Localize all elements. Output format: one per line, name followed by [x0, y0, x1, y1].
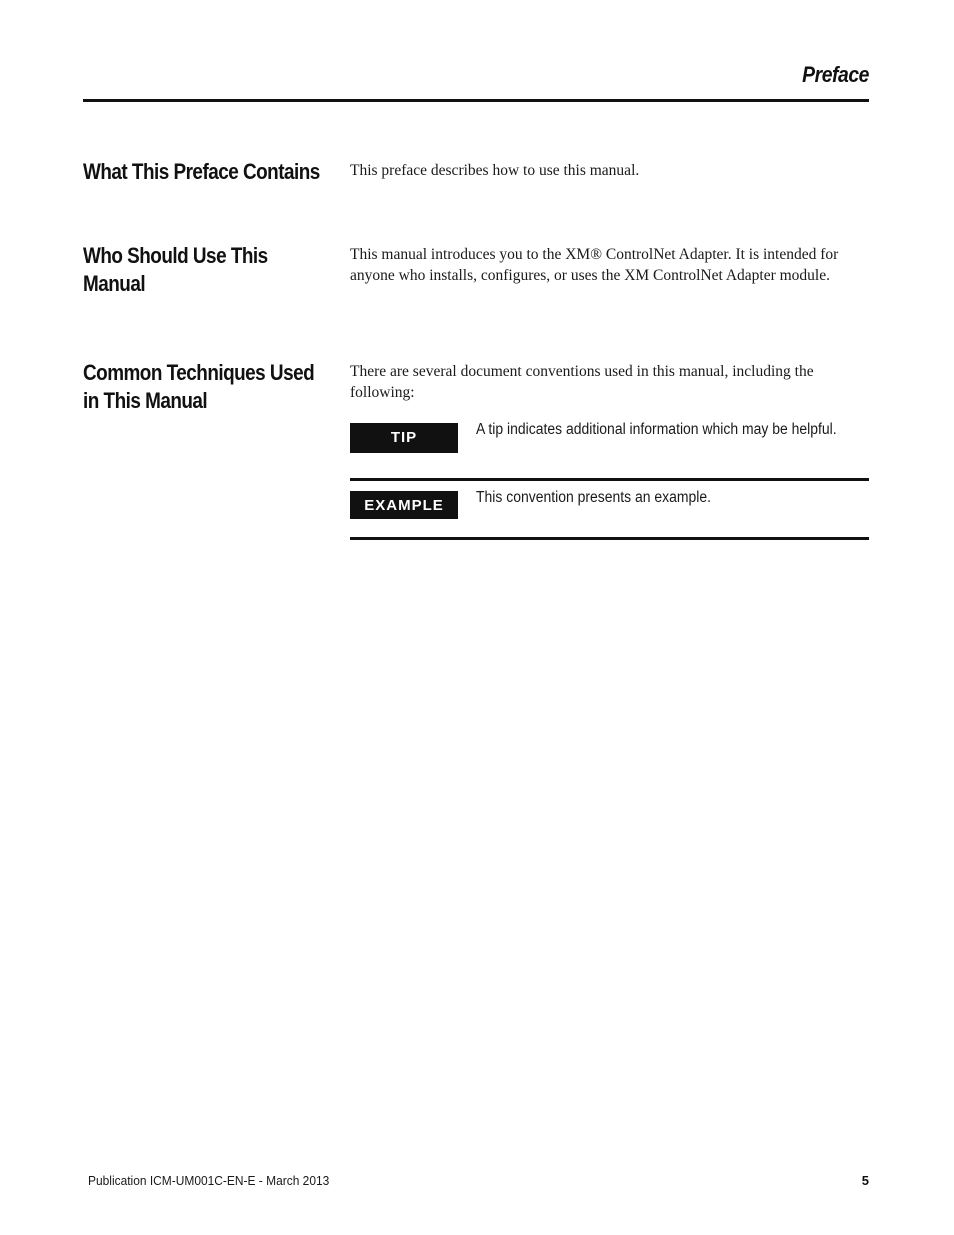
example-text: This convention presents an example.	[476, 489, 711, 506]
section-text-what-this-preface-contains: This preface describes how to use this manual.	[350, 162, 640, 179]
section-heading-who-should-use: Who Should Use This Manual	[83, 243, 268, 296]
section-text-common-techniques: There are several document conventions used in this manual, including the following:	[350, 363, 814, 401]
footer-publication: Publication ICM-UM001C-EN-E - March 2013	[88, 1173, 330, 1188]
section-heading-common-techniques: Common Techniques Used in This Manual	[83, 360, 315, 413]
header-rule	[83, 99, 869, 102]
tip-tag-underline	[350, 451, 458, 453]
example-tag: EXAMPLE	[350, 491, 458, 519]
convention-divider	[350, 478, 869, 481]
section-text-who-should-use: This manual introduces you to the XM® ControlNet Adapter. It is intended for anyone who installs, configures, or uses the XM ControlNet Adapter module.	[350, 246, 839, 284]
tip-text: A tip indicates additional information which may be helpful.	[476, 421, 837, 438]
section-heading-what-this-preface-contains: What This Preface Contains	[83, 159, 320, 184]
conventions-bottom-rule	[350, 537, 869, 540]
tip-tag: TIP	[350, 423, 458, 451]
page-header-title: Preface	[802, 62, 869, 87]
footer-page-number: 5	[861, 1173, 869, 1188]
